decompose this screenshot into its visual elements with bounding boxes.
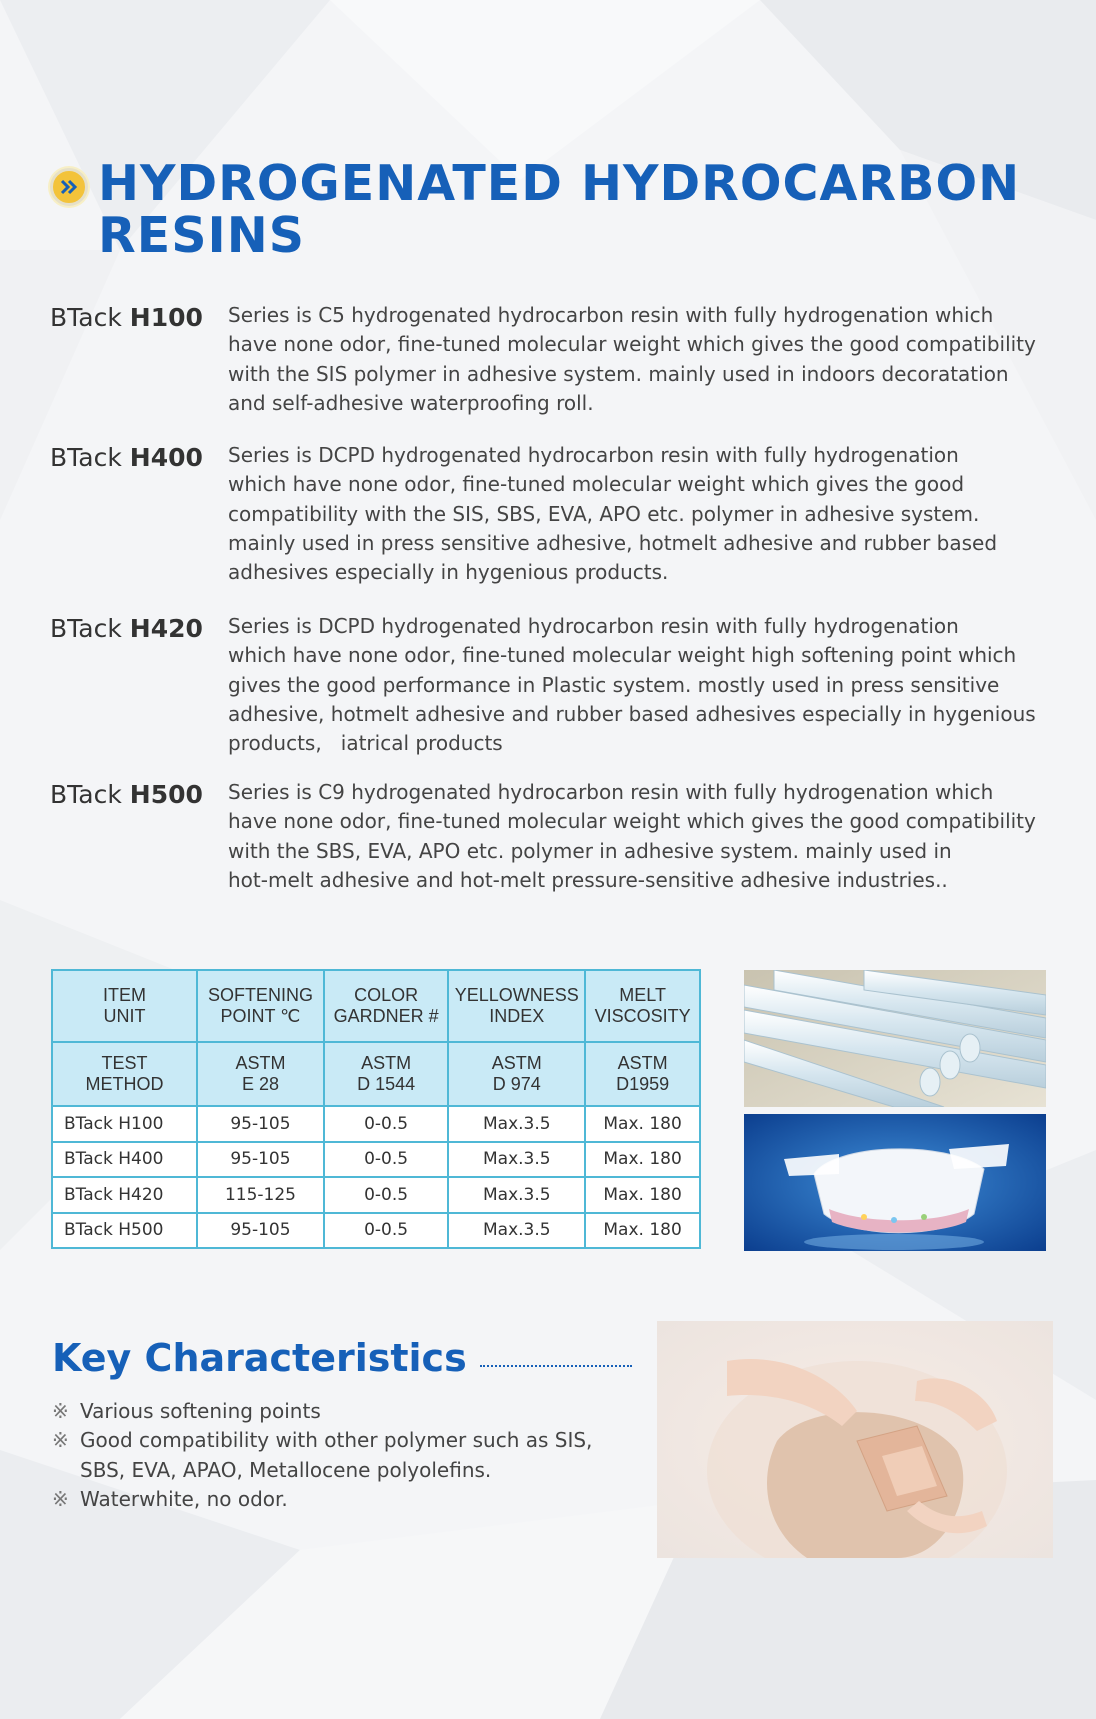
table-cell: Max.3.5 (448, 1177, 585, 1213)
title-line-2: RESINS (98, 207, 306, 264)
description-line: which have none odor, fine-tuned molecular weight which gives the good (228, 472, 965, 497)
table-header-row (52, 1042, 700, 1106)
header-line: E 28 (241, 1074, 279, 1094)
key-characteristics-title: Key Characteristics (52, 1336, 467, 1380)
diaper-photo (744, 1114, 1046, 1251)
description-line: compatibility with the SIS, SBS, EVA, APO etc. polymer in adhesive system. (228, 501, 980, 526)
header-cell (52, 970, 197, 1042)
table-cell: 0-0.5 (324, 1142, 449, 1178)
product-h100 (50, 301, 1060, 418)
header-line: UNIT (103, 1006, 146, 1026)
header-line: MELT (619, 985, 666, 1005)
table-cell: BTack H420 (52, 1177, 197, 1213)
reference-mark-icon: ※ (52, 1399, 69, 1423)
header-cell (197, 1042, 324, 1106)
header-line: ASTM (617, 1053, 668, 1073)
header-line: TEST (101, 1053, 148, 1073)
list-item-line: Waterwhite, no odor. (80, 1486, 288, 1511)
header-line: COLOR (354, 985, 419, 1005)
reference-mark-icon: ※ (52, 1428, 69, 1453)
product-h500 (50, 778, 1060, 895)
header-line: GARDNER # (333, 1006, 439, 1026)
table-row (52, 1106, 700, 1142)
product-prefix: BTack (50, 614, 130, 643)
description-line: have none odor, fine-tuned molecular weight which gives the good compatibility (228, 809, 1036, 834)
table-cell: Max. 180 (585, 1106, 700, 1142)
table-row (52, 1177, 700, 1213)
bandage-photo (657, 1321, 1053, 1558)
list-item-text (80, 1426, 592, 1485)
product-name (50, 301, 228, 418)
description-line: gives the good performance in Plastic system. mostly used in press sensitive (228, 672, 1000, 697)
header-cell (448, 970, 585, 1042)
product-description (228, 778, 1058, 895)
description-line: Series is DCPD hydrogenated hydrocarbon resin with fully hydrogenation (228, 614, 959, 638)
table-header-row (52, 970, 700, 1042)
description-line: hot-melt adhesive and hot-melt pressure-sensitive adhesive industries.. (228, 867, 948, 892)
title-text (98, 155, 1021, 264)
description-line: mainly used in press sensitive adhesive, hotmelt adhesive and rubber based (228, 530, 998, 555)
header-cell (324, 970, 449, 1042)
header-cell (448, 1042, 585, 1106)
list-item-text (80, 1485, 288, 1514)
table-cell: Max. 180 (585, 1142, 700, 1178)
product-name (50, 778, 228, 895)
product-h420 (50, 612, 1060, 758)
table-cell: 95-105 (197, 1213, 324, 1249)
list-item-line: SBS, EVA, APAO, Metallocene polyolefins. (80, 1457, 492, 1482)
header-line: YELLOWNESS (454, 985, 579, 1005)
list-item-line: Various softening points (80, 1399, 321, 1423)
product-name (50, 441, 228, 587)
header-line: ASTM (491, 1053, 542, 1073)
description-line: products, iatrical products (228, 731, 503, 756)
header-line: ASTM (235, 1053, 286, 1073)
header-line: D 974 (492, 1074, 541, 1094)
list-item-text (80, 1397, 321, 1426)
table-cell: Max. 180 (585, 1213, 700, 1249)
table-cell: BTack H400 (52, 1142, 197, 1178)
header-cell (585, 970, 700, 1042)
dotted-divider (480, 1365, 632, 1367)
product-description (228, 612, 1058, 758)
list-item-line: Good compatibility with other polymer such as SIS, (80, 1428, 593, 1453)
title-line-1: HYDROGENATED HYDROCARBON (98, 155, 1021, 212)
header-line: INDEX (489, 1006, 545, 1026)
table-cell: 0-0.5 (324, 1177, 449, 1213)
description-line: with the SBS, EVA, APO etc. polymer in adhesive system. mainly used in (228, 838, 952, 863)
table-cell: BTack H100 (52, 1106, 197, 1142)
table-cell: Max.3.5 (448, 1142, 585, 1178)
product-name (50, 612, 228, 758)
table-cell: Max.3.5 (448, 1106, 585, 1142)
reference-mark-icon: ※ (52, 1486, 69, 1511)
description-line: Series is C5 hydrogenated hydrocarbon resin with fully hydrogenation which (228, 303, 994, 327)
header-line: ITEM (103, 985, 147, 1005)
list-item (52, 1397, 652, 1426)
table-cell: Max.3.5 (448, 1213, 585, 1249)
header-line: D1959 (616, 1074, 670, 1094)
description-line: Series is DCPD hydrogenated hydrocarbon resin with fully hydrogenation (228, 443, 959, 467)
table-cell: 95-105 (197, 1106, 324, 1142)
list-item (52, 1426, 652, 1485)
header-line: POINT ℃ (220, 1006, 301, 1026)
table-cell: 115-125 (197, 1177, 324, 1213)
description-line: with the SIS polymer in adhesive system. mainly used in indoors decoratation (228, 361, 1009, 386)
product-description (228, 441, 1058, 587)
table-cell: BTack H500 (52, 1213, 197, 1249)
product-h400 (50, 441, 1060, 587)
double-chevron-right-icon (50, 168, 88, 206)
table-cell: 95-105 (197, 1142, 324, 1178)
key-characteristics-list (52, 1397, 652, 1514)
product-prefix: BTack (50, 303, 130, 332)
header-line: D 1544 (357, 1074, 416, 1094)
product-model: H500 (129, 780, 203, 809)
table-cell: Max. 180 (585, 1177, 700, 1213)
description-line: adhesive, hotmelt adhesive and rubber based adhesives especially in hygenious (228, 701, 1036, 726)
header-cell (52, 1042, 197, 1106)
table-cell: 0-0.5 (324, 1213, 449, 1249)
product-model: H100 (129, 303, 203, 332)
header-line: ASTM (361, 1053, 412, 1073)
table-cell: 0-0.5 (324, 1106, 449, 1142)
description-line: adhesives especially in hygenious products. (228, 560, 669, 585)
table-row (52, 1213, 700, 1249)
description-line: have none odor, fine-tuned molecular weight which gives the good compatibility (228, 332, 1036, 357)
header-cell (324, 1042, 449, 1106)
header-line: METHOD (85, 1074, 164, 1094)
product-prefix: BTack (50, 780, 130, 809)
product-model: H420 (129, 614, 203, 643)
header-line: VISCOSITY (594, 1006, 691, 1026)
table-row (52, 1142, 700, 1178)
spec-table (51, 969, 701, 1249)
product-model: H400 (129, 443, 203, 472)
product-description (228, 301, 1058, 418)
description-line: which have none odor, fine-tuned molecular weight high softening point which (228, 643, 1017, 668)
description-line: and self-adhesive waterproofing roll. (228, 390, 594, 415)
header-cell (197, 970, 324, 1042)
header-line: SOFTENING (207, 985, 313, 1005)
page-title (50, 155, 1060, 264)
description-line: Series is C9 hydrogenated hydrocarbon resin with fully hydrogenation which (228, 780, 994, 804)
glue-sticks-photo (744, 970, 1046, 1107)
header-cell (585, 1042, 700, 1106)
product-prefix: BTack (50, 443, 130, 472)
list-item (52, 1485, 652, 1514)
